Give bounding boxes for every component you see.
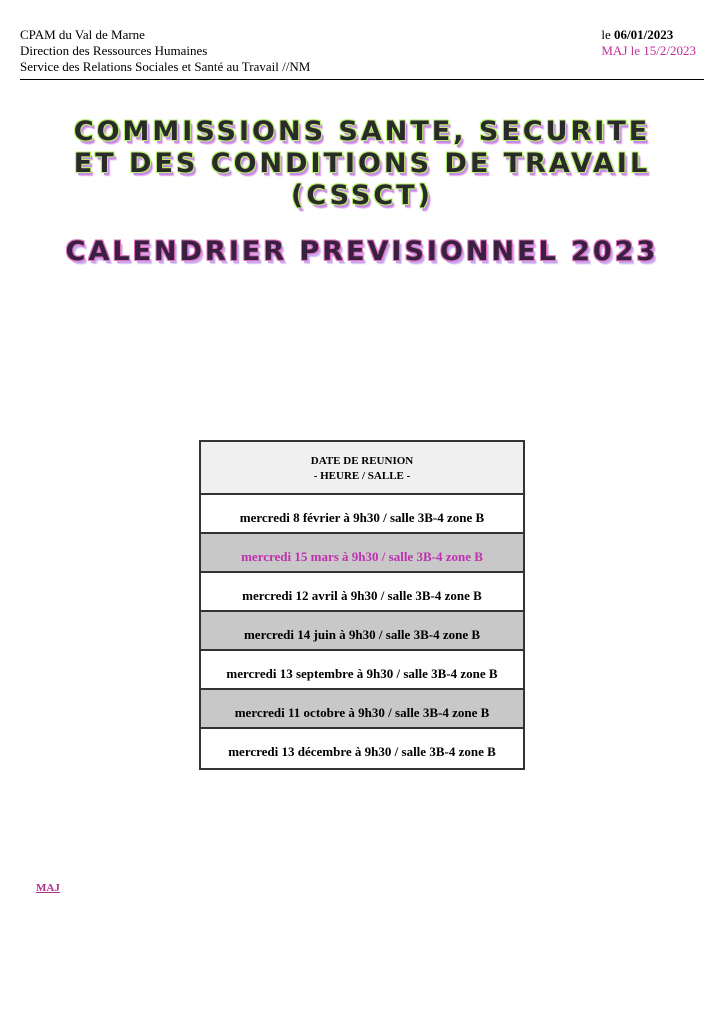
title-line-2: ET DES CONDITIONS DE TRAVAIL	[73, 148, 651, 179]
table-header	[201, 442, 523, 495]
table-row: mercredi 13 décembre à 9h30 / salle 3B-4 zone B	[228, 744, 496, 759]
date-block	[601, 27, 696, 59]
title-line-3: (CSSCT)	[291, 180, 433, 211]
meeting-table	[199, 440, 525, 770]
maj-link[interactable]: MAJ	[36, 882, 60, 894]
issue-date-value: 06/01/2023	[614, 27, 674, 42]
page-title	[0, 116, 724, 212]
org-service: Service des Relations Sociales et Santé au Travail //NM	[20, 59, 311, 74]
page-subtitle: CALENDRIER PREVISIONNEL 2023	[65, 236, 659, 267]
organization-block	[20, 27, 310, 75]
table-row: mercredi 14 juin à 9h30 / salle 3B-4 zone B	[201, 612, 523, 651]
issue-date-label: le	[601, 27, 615, 42]
table-row: mercredi 12 avril à 9h30 / salle 3B-4 zone B	[201, 573, 523, 612]
title-line-1: COMMISSIONS SANTE, SECURITE	[73, 116, 651, 147]
table-row: mercredi 8 février à 9h30 / salle 3B-4 zone B	[201, 495, 523, 534]
update-date: MAJ le 15/2/2023	[601, 43, 696, 58]
org-name: CPAM du Val de Marne	[20, 27, 145, 42]
issue-date	[601, 27, 696, 43]
document-header	[20, 27, 704, 80]
table-row: mercredi 15 mars à 9h30 / salle 3B-4 zone B	[201, 534, 523, 573]
org-department: Direction des Ressources Humaines	[20, 43, 208, 58]
table-header-line-1: DATE DE REUNION	[310, 455, 414, 467]
table-row: mercredi 13 septembre à 9h30 / salle 3B-4 zone B	[201, 651, 523, 690]
table-header-line-2: - HEURE / SALLE -	[313, 470, 411, 482]
table-row: mercredi 11 octobre à 9h30 / salle 3B-4 zone B	[201, 690, 523, 729]
